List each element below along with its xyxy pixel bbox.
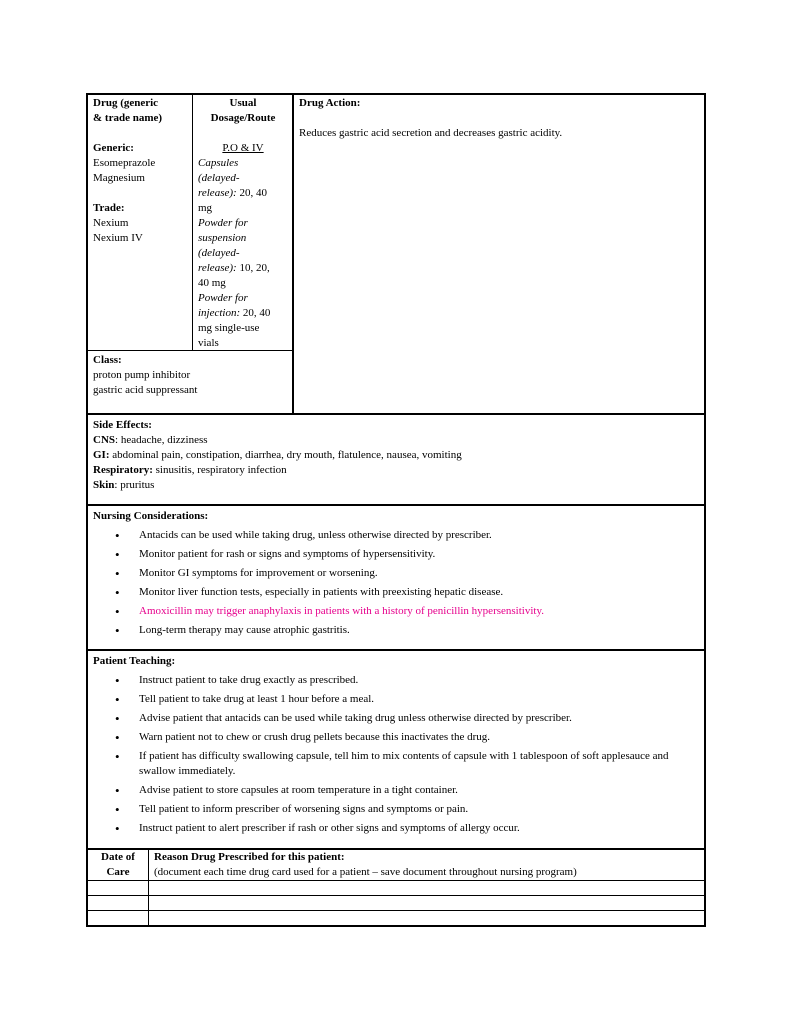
side-effect-key: Respiratory: bbox=[93, 464, 153, 476]
date-header-line: Care bbox=[106, 866, 130, 878]
dosage-value: mg bbox=[198, 202, 213, 214]
dosage-form-text: Powder for bbox=[198, 217, 248, 229]
side-effect-text: sinusitis, respiratory infection bbox=[152, 464, 287, 476]
reason-entry-cell[interactable] bbox=[149, 911, 705, 927]
list-item-text: Tell patient to inform prescriber of worsening signs and symptoms or pain. bbox=[139, 803, 469, 815]
side-effect-row bbox=[93, 478, 699, 493]
list-item bbox=[93, 692, 699, 707]
dosage-form-text: Capsules bbox=[198, 157, 239, 169]
bullet-icon: • bbox=[115, 802, 120, 817]
dosage-value: 20, 40 bbox=[236, 187, 267, 199]
generic-label: Generic: bbox=[93, 142, 134, 154]
dosage-form-text: Powder for bbox=[198, 292, 248, 304]
dosage-form-text: injection: bbox=[198, 307, 241, 319]
reason-entry-cell[interactable] bbox=[149, 896, 705, 911]
list-item-text: Tell patient to take drug at least 1 hour before a meal. bbox=[139, 693, 375, 705]
dosage-form-text: release): bbox=[198, 187, 237, 199]
list-item-text: Monitor patient for rash or signs and symptoms of hypersensitivity. bbox=[139, 548, 436, 560]
list-item-text: Instruct patient to alert prescriber if rash or other signs and symptoms of allergy occur. bbox=[139, 822, 520, 834]
list-item bbox=[93, 802, 699, 817]
dosage-form-text: release): bbox=[198, 262, 237, 274]
action-text: Reduces gastric acid secretion and decreases gastric acidity. bbox=[299, 127, 563, 139]
bullet-icon: • bbox=[115, 821, 120, 836]
reason-header-note: (document each time drug card used for a patient – save document throughout nursing program) bbox=[154, 866, 577, 878]
action-label: Drug Action: bbox=[299, 97, 361, 109]
list-item bbox=[93, 711, 699, 726]
care-record-table bbox=[88, 850, 704, 927]
side-effect-key: GI: bbox=[93, 449, 110, 461]
list-item-text: Monitor liver function tests, especially in patients with preexisting hepatic disease. bbox=[139, 586, 504, 598]
bullet-icon: • bbox=[115, 604, 120, 619]
class-cell bbox=[88, 350, 292, 413]
generic-name: Magnesium bbox=[93, 172, 145, 184]
side-effect-text: abdominal pain, constipation, diarrhea, dry mouth, flatulence, nausea, vomiting bbox=[109, 449, 462, 461]
list-item-text: Instruct patient to take drug exactly as prescribed. bbox=[139, 674, 359, 686]
generic-name: Esomeprazole bbox=[93, 157, 156, 169]
class-line: proton pump inhibitor bbox=[93, 369, 191, 381]
bullet-icon: • bbox=[115, 730, 120, 745]
table-row bbox=[88, 911, 704, 927]
bullet-icon: • bbox=[115, 692, 120, 707]
date-header-line: Date of bbox=[101, 851, 135, 863]
list-item-text: Long-term therapy may cause atrophic gastritis. bbox=[139, 624, 350, 636]
drug-info-section bbox=[88, 95, 704, 415]
teaching-label: Patient Teaching: bbox=[93, 655, 176, 667]
side-effect-text: : pruritus bbox=[114, 479, 155, 491]
side-effect-row bbox=[93, 448, 699, 463]
bullet-icon: • bbox=[115, 585, 120, 600]
drug-header-line2: & trade name) bbox=[93, 112, 163, 124]
patient-teaching-section bbox=[88, 651, 704, 850]
list-item-text: Monitor GI symptoms for improvement or worsening. bbox=[139, 567, 378, 579]
trade-name: Nexium IV bbox=[93, 232, 143, 244]
date-of-care-header bbox=[88, 850, 149, 881]
dosage-value: 40 mg bbox=[198, 277, 226, 289]
bullet-icon: • bbox=[115, 528, 120, 543]
bullet-icon: • bbox=[115, 566, 120, 581]
side-effect-key: CNS bbox=[93, 434, 116, 446]
table-header-row bbox=[88, 850, 704, 881]
nursing-label: Nursing Considerations: bbox=[93, 510, 209, 522]
dosage-value: vials bbox=[198, 337, 219, 349]
list-item bbox=[93, 821, 699, 836]
list-item bbox=[93, 585, 699, 600]
list-item-text: Antacids can be used while taking drug, unless otherwise directed by prescriber. bbox=[139, 529, 492, 541]
dosage-cell bbox=[192, 95, 292, 350]
table-row bbox=[88, 896, 704, 911]
list-item-text: Advise patient to store capsules at room temperature in a tight container. bbox=[139, 784, 458, 796]
date-entry-cell[interactable] bbox=[88, 911, 149, 927]
list-item bbox=[93, 673, 699, 688]
list-item bbox=[93, 749, 699, 779]
bullet-icon: • bbox=[115, 547, 120, 562]
table-row bbox=[88, 881, 704, 896]
side-effect-key: Skin bbox=[93, 479, 115, 491]
list-item bbox=[93, 783, 699, 798]
dosage-header-line2: Dosage/Route bbox=[210, 112, 276, 124]
reason-header bbox=[149, 850, 705, 881]
list-item bbox=[93, 528, 699, 543]
side-effect-text: : headache, dizziness bbox=[115, 434, 208, 446]
side-effects-label: Side Effects: bbox=[93, 419, 152, 431]
bullet-icon: • bbox=[115, 673, 120, 688]
drug-action-cell bbox=[292, 95, 704, 413]
dosage-header-line1: Usual bbox=[229, 97, 257, 109]
dosage-value: 20, 40 bbox=[240, 307, 271, 319]
side-effect-row bbox=[93, 433, 699, 448]
reason-header-title: Reason Drug Prescribed for this patient: bbox=[154, 851, 345, 863]
side-effect-row bbox=[93, 463, 699, 478]
dosage-form-text: (delayed- bbox=[198, 247, 240, 259]
bullet-icon: • bbox=[115, 711, 120, 726]
dosage-value: mg single-use bbox=[198, 322, 260, 334]
reason-entry-cell[interactable] bbox=[149, 881, 705, 896]
drug-name-cell bbox=[88, 95, 192, 350]
list-item bbox=[93, 730, 699, 745]
list-item bbox=[93, 623, 699, 638]
list-item-text: Warn patient not to chew or crush drug pellets because this inactivates the drug. bbox=[139, 731, 491, 743]
dosage-value: 10, 20, bbox=[236, 262, 270, 274]
drug-card bbox=[86, 93, 706, 927]
dosage-route: P.O & IV bbox=[222, 142, 264, 154]
list-item bbox=[93, 547, 699, 562]
bullet-icon: • bbox=[115, 623, 120, 638]
date-entry-cell[interactable] bbox=[88, 896, 149, 911]
list-item-text-highlighted: Amoxicillin may trigger anaphylaxis in patients with a history of penicillin hypersensitivity. bbox=[139, 605, 544, 617]
nursing-considerations-section bbox=[88, 506, 704, 651]
list-item bbox=[93, 604, 699, 619]
class-label: Class: bbox=[93, 354, 122, 366]
bullet-icon: • bbox=[115, 749, 120, 764]
list-item bbox=[93, 566, 699, 581]
list-item-text: Advise patient that antacids can be used while taking drug unless otherwise directed by prescriber. bbox=[139, 712, 572, 724]
dosage-form-text: suspension bbox=[198, 232, 247, 244]
bullet-icon: • bbox=[115, 783, 120, 798]
class-line: gastric acid suppressant bbox=[93, 384, 198, 396]
trade-label: Trade: bbox=[93, 202, 125, 214]
date-entry-cell[interactable] bbox=[88, 881, 149, 896]
dosage-form-text: (delayed- bbox=[198, 172, 240, 184]
drug-header-line1: Drug (generic bbox=[93, 97, 159, 109]
side-effects-section bbox=[88, 415, 704, 506]
list-item-text: If patient has difficulty swallowing capsule, tell him to mix contents of capsule with 1 tablespoon of soft applesauce and swallow immediately. bbox=[139, 750, 669, 777]
trade-name: Nexium bbox=[93, 217, 129, 229]
